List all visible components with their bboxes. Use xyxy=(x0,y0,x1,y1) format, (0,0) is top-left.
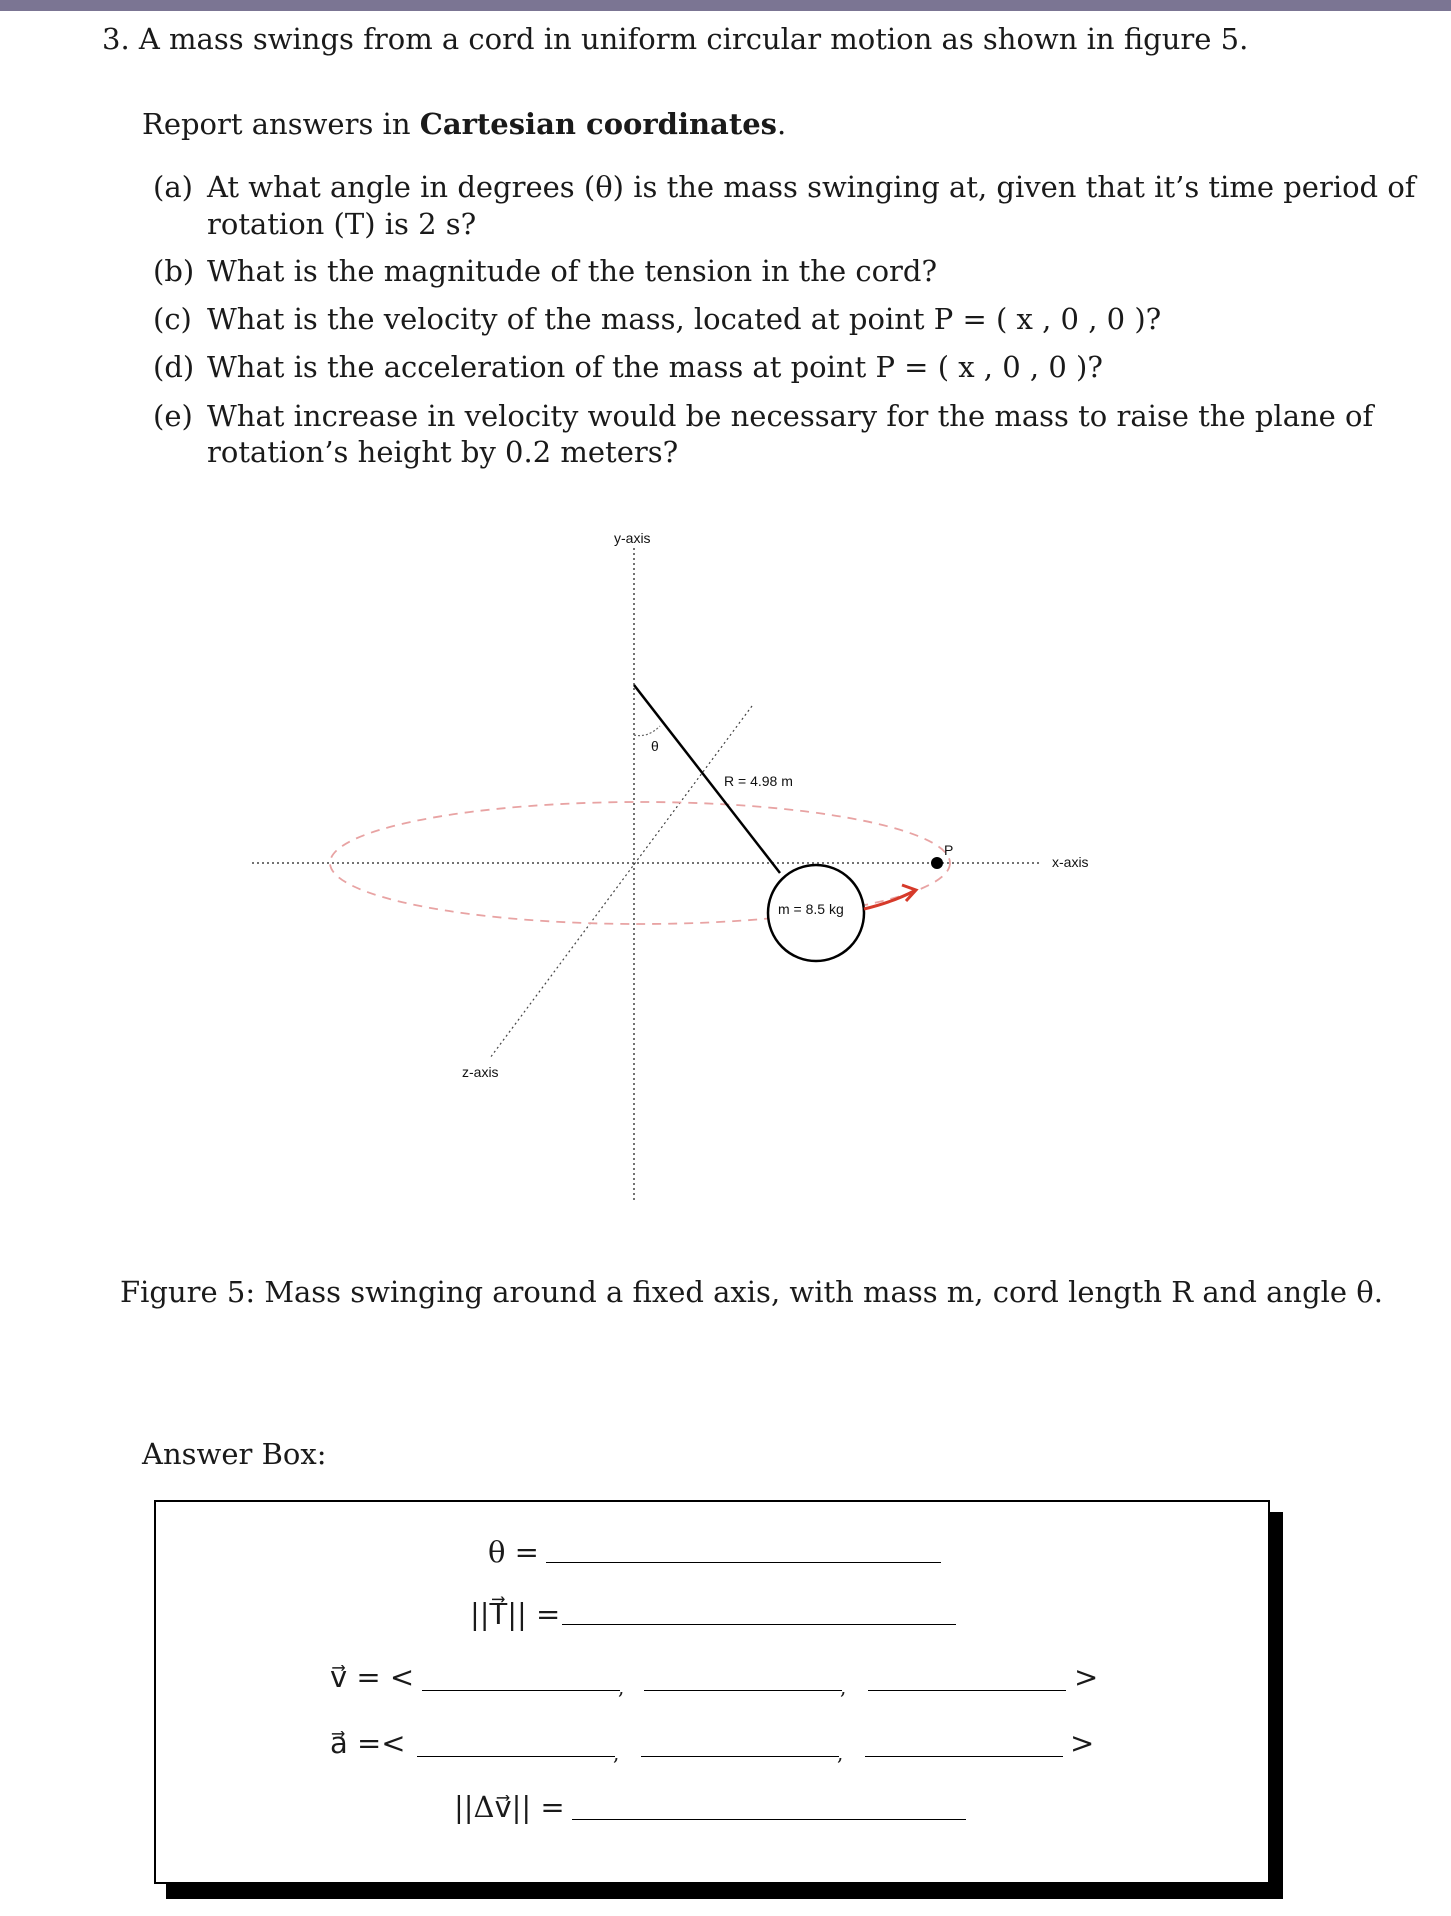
part-text: What increase in velocity would be necessary for the mass to raise the plane of xyxy=(207,399,1374,433)
tension-eq: ||T⃗|| = xyxy=(470,1597,561,1631)
intro-prefix: Report answers in xyxy=(142,107,420,141)
question-title: 3. A mass swings from a cord in uniform circular motion as shown in figure 5. xyxy=(102,22,1249,56)
theta-eq: θ = xyxy=(488,1535,539,1569)
comma: , xyxy=(618,1675,625,1699)
cord-length-label: R = 4.98 m xyxy=(724,773,793,789)
tension-blank[interactable] xyxy=(562,1624,956,1625)
intro-suffix: . xyxy=(777,107,787,141)
velocity-y-blank[interactable] xyxy=(644,1690,842,1691)
part-text: What is the velocity of the mass, located at point P = ( x , 0 , 0 )? xyxy=(207,302,1162,336)
theta-blank[interactable] xyxy=(546,1562,941,1563)
intro-bold: Cartesian coordinates xyxy=(419,107,778,141)
answer-box-title: Answer Box: xyxy=(142,1437,327,1471)
acceleration-close: > xyxy=(1070,1726,1095,1760)
comma: , xyxy=(840,1675,847,1699)
comma: , xyxy=(837,1741,844,1765)
velocity-z-blank[interactable] xyxy=(868,1690,1066,1691)
answer-box xyxy=(154,1500,1270,1884)
part-text: What is the acceleration of the mass at point P = ( x , 0 , 0 )? xyxy=(207,350,1103,384)
acceleration-x-blank[interactable] xyxy=(417,1756,615,1757)
part-a-cont: rotation (T) is 2 s? xyxy=(207,207,477,241)
comma: , xyxy=(613,1741,620,1765)
x-axis-label: x-axis xyxy=(1052,854,1089,870)
acceleration-y-blank[interactable] xyxy=(641,1756,839,1757)
velocity-eq: v⃗ = < xyxy=(330,1660,415,1694)
theta-label: θ xyxy=(651,738,659,754)
delta-v-blank[interactable] xyxy=(572,1819,966,1820)
point-p xyxy=(931,857,943,869)
y-axis-label: y-axis xyxy=(614,530,651,546)
figure-caption: Figure 5: Mass swinging around a fixed axis, with mass m, cord length R and angle θ. xyxy=(120,1275,1383,1309)
acceleration-eq: a⃗ =< xyxy=(330,1726,406,1760)
part-label: (d) xyxy=(153,350,195,384)
z-axis-line xyxy=(490,706,752,1058)
part-label: (c) xyxy=(153,302,192,336)
part-text: At what angle in degrees (θ) is the mass swinging at, given that it’s time period of xyxy=(207,170,1416,204)
part-label: (b) xyxy=(153,254,195,288)
part-text: What is the magnitude of the tension in the cord? xyxy=(207,254,937,288)
velocity-x-blank[interactable] xyxy=(422,1690,620,1691)
mass-label: m = 8.5 kg xyxy=(778,901,844,917)
acceleration-z-blank[interactable] xyxy=(865,1756,1063,1757)
z-axis-label: z-axis xyxy=(462,1064,499,1080)
theta-arc xyxy=(634,726,660,736)
part-e-cont: rotation’s height by 0.2 meters? xyxy=(207,435,679,469)
point-label: P xyxy=(944,842,954,858)
velocity-close: > xyxy=(1074,1660,1099,1694)
part-label: (a) xyxy=(153,170,193,204)
delta-v-eq: ||Δv⃗|| = xyxy=(454,1790,565,1824)
part-label: (e) xyxy=(153,399,193,433)
